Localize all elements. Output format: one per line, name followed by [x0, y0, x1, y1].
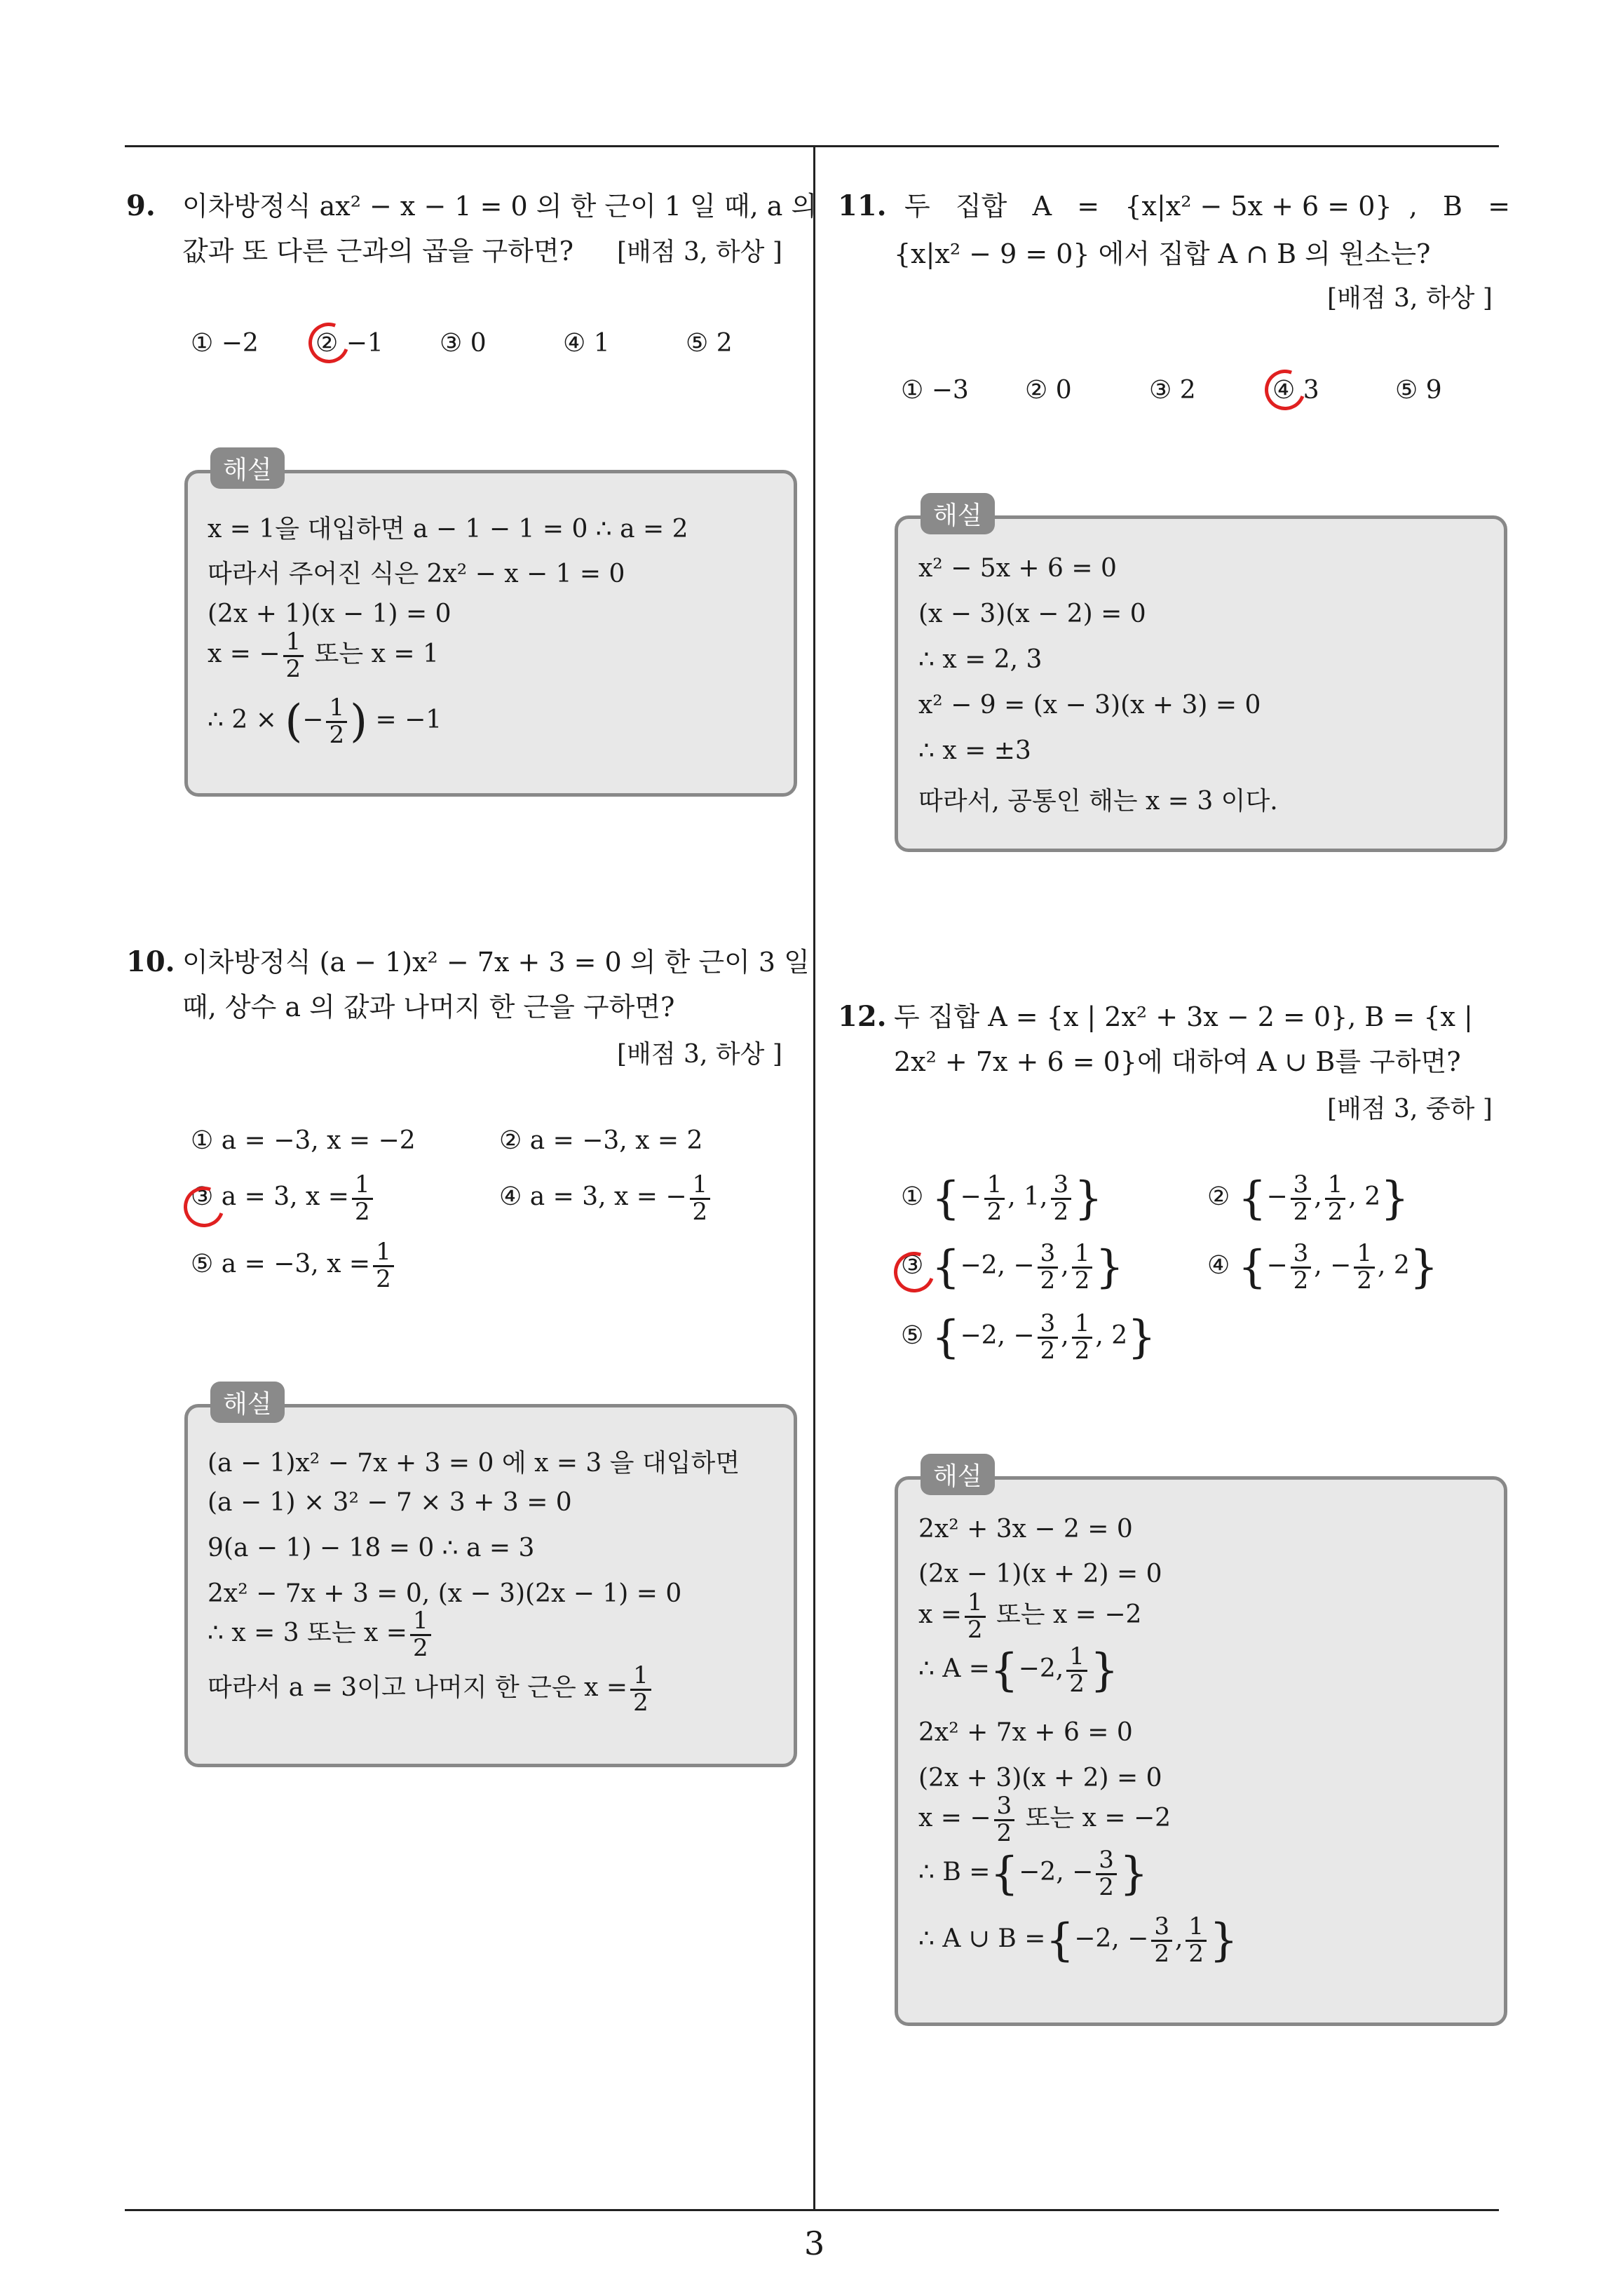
score-meta: [배점 3, 중하 ] [1327, 1095, 1493, 1123]
solution-line: 2x² + 3x − 2 = 0 [918, 1515, 1133, 1544]
solution-tag: 해설 [210, 447, 285, 489]
solution-line: (x − 3)(x − 2) = 0 [918, 600, 1146, 628]
expr: 또는 x = −2 [996, 1600, 1142, 1630]
choice-text: ③ a = 3, x = [191, 1182, 349, 1212]
solution-line: (2x + 3)(x + 2) = 0 [918, 1764, 1162, 1792]
score-meta: [배점 3, 하상 ] [617, 1040, 782, 1069]
fraction: $\frac{1}{2}$ [984, 1173, 1005, 1224]
choice-1[interactable]: ① a = −3, x = −2 [191, 1126, 416, 1155]
solution-line [918, 1794, 1171, 1846]
solution-line: x = 1을 대입하면 a − 1 − 1 = 0 ∴ a = 2 [208, 515, 688, 543]
choice-1[interactable]: ① {− $\frac{1}{2}$ , 1, $\frac{3}{2}$ } [901, 1170, 1103, 1226]
expr: x = [918, 1600, 962, 1630]
expr: 또는 x = 1 [314, 640, 439, 669]
solution-line: ∴ x = ±3 [918, 736, 1031, 765]
fraction: $\frac{1}{2}$ [965, 1591, 986, 1642]
question-text-line-2: 값과 또 다른 근과의 곱을 구하면? [182, 236, 573, 266]
solution-line [208, 1663, 654, 1715]
question-text-line-2: 때, 상수 a 의 값과 나머지 한 근을 구하면? [182, 992, 675, 1022]
fraction: $\frac{1}{2}$ [1354, 1241, 1375, 1293]
fraction: $\frac{1}{2}$ [283, 630, 304, 682]
solution-line: 따라서 주어진 식은 2x² − x − 1 = 0 [208, 560, 625, 588]
fraction: $\frac{1}{2}$ [1072, 1241, 1093, 1293]
choice-text: ④ a = 3, x = − [499, 1182, 687, 1212]
question-number: 11. [838, 189, 887, 222]
choice-4[interactable] [499, 1170, 713, 1226]
question-text-line-2: 2x² + 7x + 6 = 0}에 대하여 A ∪ B를 구하면? [894, 1046, 1461, 1077]
choice-2[interactable]: ② a = −3, x = 2 [499, 1126, 703, 1155]
expr: ∴ x = 3 또는 x = [208, 1619, 407, 1648]
score-meta: [배점 3, 하상 ] [617, 238, 782, 266]
solution-line: (a − 1)x² − 7x + 3 = 0 에 x = 3 을 대입하면 [208, 1449, 740, 1478]
choice-label: ① [901, 1182, 924, 1212]
question-text-line-1: 두 집합 A = {x|x² − 5x + 6 = 0} , B = [904, 191, 1511, 222]
solution-line: 9(a − 1) − 18 = 0 ∴ a = 3 [208, 1534, 535, 1562]
fraction: $\frac{3}{2}$ [1291, 1241, 1312, 1293]
choice-3[interactable]: ③ {−2, − $\frac{3}{2}$ , $\frac{1}{2}$ } [901, 1239, 1125, 1295]
solution-line: ∴ x = 2, 3 [918, 645, 1043, 674]
choice-5[interactable]: ⑤ 2 [686, 329, 733, 358]
fraction: $\frac{3}{2}$ [1291, 1173, 1312, 1224]
fraction: $\frac{3}{2}$ [1051, 1173, 1072, 1224]
bottom-rule [125, 2209, 1499, 2211]
fraction: $\frac{3}{2}$ [1096, 1848, 1117, 1900]
solution-line: (2x − 1)(x + 2) = 0 [918, 1560, 1162, 1588]
fraction: $\frac{1}{2}$ [630, 1663, 651, 1715]
question-text-line-1: 두 집합 A = {x | 2x² + 3x − 2 = 0}, B = {x | [894, 1001, 1473, 1032]
solution-line [208, 630, 439, 682]
choice-text: ⑤ a = −3, x = [191, 1250, 371, 1279]
choice-2[interactable]: ② {− $\frac{3}{2}$ , $\frac{1}{2}$ , 2} [1207, 1170, 1409, 1226]
solution-tag: 해설 [210, 1382, 285, 1423]
page-number: 3 [804, 2224, 825, 2262]
expr: ∴ 2 × [208, 705, 285, 735]
question-number: 9. [126, 189, 156, 222]
expr: ∴ A ∪ B = [918, 1924, 1046, 1954]
fraction: $\frac{3}{2}$ [1151, 1915, 1172, 1966]
expr: x = − [918, 1804, 991, 1833]
expr: 따라서 a = 3이고 나머지 한 근은 x = [208, 1673, 628, 1703]
fraction: $\frac{1}{2}$ [690, 1173, 711, 1224]
choice-1[interactable]: ① −2 [191, 329, 259, 358]
choice-5[interactable] [191, 1240, 397, 1292]
choice-4[interactable]: ④ 1 [563, 329, 610, 358]
fraction: $\frac{1}{2}$ [1066, 1645, 1087, 1696]
question-number: 12. [838, 1000, 887, 1033]
fraction: $\frac{1}{2}$ [1072, 1311, 1093, 1363]
solution-line [918, 1588, 1142, 1644]
expr: ∴ B = [918, 1858, 991, 1887]
solution-line: 2x² − 7x + 3 = 0, (x − 3)(2x − 1) = 0 [208, 1579, 682, 1608]
choice-1[interactable]: ① −3 [901, 376, 969, 405]
solution-line: ∴ 2 × (− $\frac{1}{2}$ ) = −1 [208, 694, 442, 749]
choice-2[interactable]: ② −1 [315, 329, 383, 358]
choice-4[interactable]: ④ 3 [1272, 376, 1319, 405]
solution-line: (a − 1) × 3² − 7 × 3 + 3 = 0 [208, 1488, 572, 1517]
choice-label: ③ [901, 1251, 924, 1281]
choice-label: ⑤ [901, 1321, 924, 1351]
question-text-line-1: 이차방정식 (a − 1)x² − 7x + 3 = 0 의 한 근이 3 일 [182, 947, 810, 978]
fraction: $\frac{1}{2}$ [352, 1173, 373, 1224]
column-divider [813, 145, 815, 2210]
fraction: $\frac{3}{2}$ [1038, 1241, 1059, 1293]
solution-line: (2x + 1)(x − 1) = 0 [208, 600, 451, 628]
solution-line: ∴ A ∪ B ={−2, − $\frac{3}{2}$ , $\frac{1}{2}$ } [918, 1912, 1238, 1968]
solution-line: ∴ A ={−2, $\frac{1}{2}$ } [918, 1642, 1119, 1698]
fraction: $\frac{1}{2}$ [1325, 1173, 1346, 1224]
choice-4[interactable]: ④ {− $\frac{3}{2}$ , − $\frac{1}{2}$ , 2} [1207, 1239, 1439, 1295]
fraction: $\frac{3}{2}$ [1038, 1311, 1059, 1363]
question-text-line-1: 이차방정식 ax² − x − 1 = 0 의 한 근이 1 일 때, a 의 [182, 191, 817, 222]
fraction: $\frac{1}{2}$ [373, 1240, 394, 1292]
question-number: 10. [126, 945, 175, 978]
solution-line: 2x² + 7x + 6 = 0 [918, 1718, 1133, 1747]
choice-3[interactable]: ③ 0 [440, 329, 487, 358]
solution-line [208, 1609, 434, 1661]
solution-tag: 해설 [921, 493, 995, 534]
solution-line: x² − 5x + 6 = 0 [918, 554, 1117, 583]
top-rule [125, 145, 1499, 147]
score-meta: [배점 3, 하상 ] [1327, 284, 1493, 313]
choice-3[interactable]: ③ 2 [1149, 376, 1196, 405]
choice-5[interactable]: ⑤ 9 [1395, 376, 1442, 405]
expr: ∴ A = [918, 1654, 990, 1684]
fraction: $\frac{1}{2}$ [1186, 1915, 1207, 1966]
choice-label: ④ [1207, 1251, 1230, 1281]
solution-tag: 해설 [921, 1454, 995, 1495]
question-text-line-2: {x|x² − 9 = 0} 에서 집합 A ∩ B 의 원소는? [894, 238, 1431, 269]
fraction: $\frac{3}{2}$ [994, 1794, 1015, 1846]
fraction: $\frac{1}{2}$ [326, 696, 347, 748]
choice-2[interactable]: ② 0 [1025, 376, 1072, 405]
fraction: $\frac{1}{2}$ [410, 1609, 431, 1661]
solution-line: 따라서, 공통인 해는 x = 3 이다. [918, 787, 1278, 816]
choice-5[interactable]: ⑤ {−2, − $\frac{3}{2}$ , $\frac{1}{2}$ , 2} [901, 1309, 1156, 1365]
solution-line: ∴ B ={−2, − $\frac{3}{2}$ } [918, 1846, 1148, 1901]
choice-label: ② [1207, 1182, 1230, 1212]
expr: 또는 x = −2 [1025, 1804, 1172, 1833]
expr: x = − [208, 640, 280, 669]
solution-line: x² − 9 = (x − 3)(x + 3) = 0 [918, 691, 1261, 720]
